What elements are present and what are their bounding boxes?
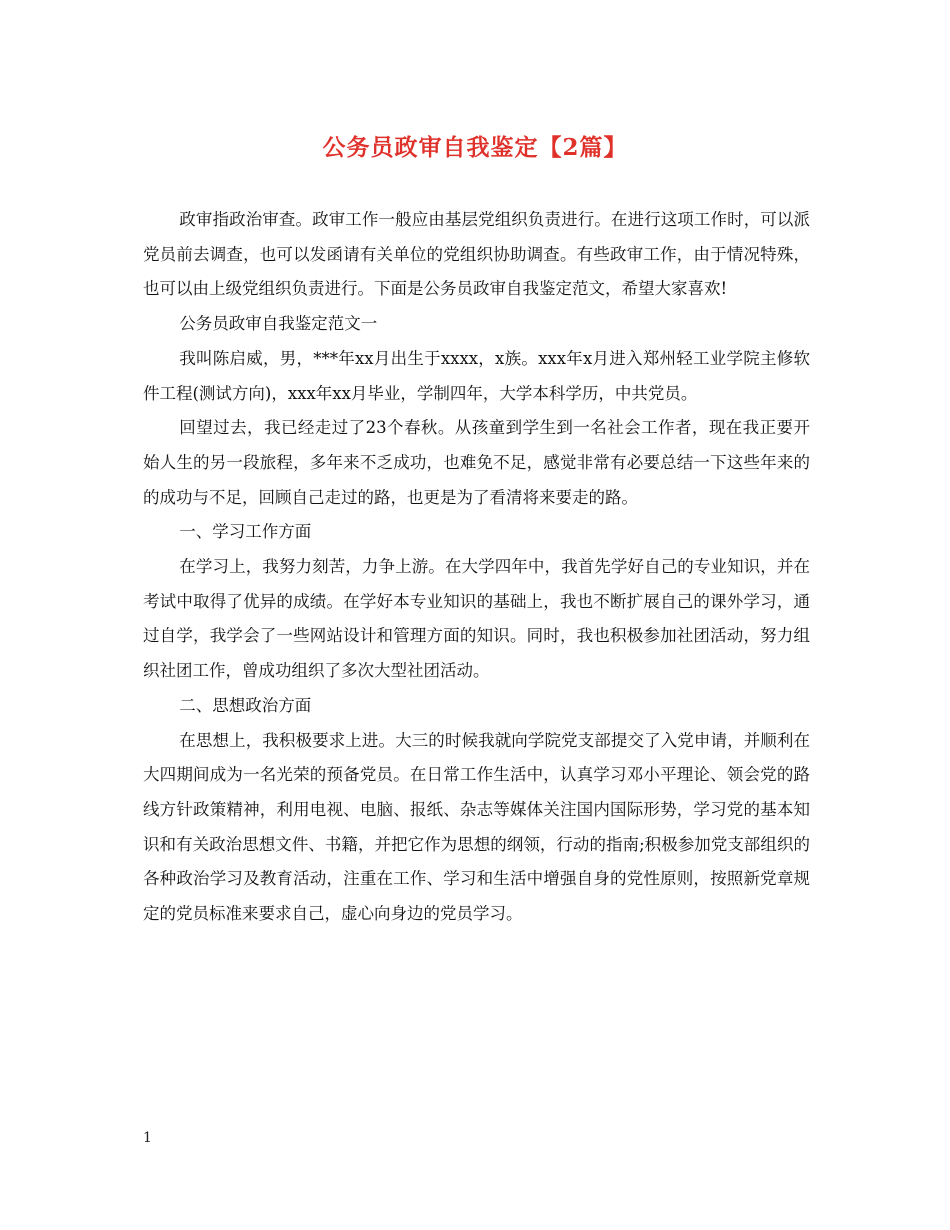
document-body (143, 203, 810, 932)
political-paragraph: 在思想上，我积极要求上进。大三的时候我就向学院党支部提交了入党申请，并顺利在大四期间成为一名光荣的预备党员。在日常工作生活中，认真学习邓小平理论、领会党的路线方针政策精神，利用电视、电脑、报纸、杂志等媒体关注国内国际形势，学习党的基本知识和有关政治思想文件、书籍，并把它作为思想的纲领，行动的指南;积极参加党支部组织的各种政治学习及教育活动，注重在工作、学习和生活中增强自身的党性原则，按照新党章规定的党员标准来要求自己，虚心向身边的党员学习。 (143, 730, 810, 924)
section-heading-political: 二、思想政治方面 (179, 695, 312, 715)
section-heading-study-work: 一、学习工作方面 (179, 522, 312, 542)
intro-paragraph: 政审指政治审查。政审工作一般应由基层党组织负责进行。在进行这项工作时，可以派党员前去调查，也可以发函请有关单位的党组织协助调查。有些政审工作，由于情况特殊，也可以由上级党组织负责进行。下面是公务员政审自我鉴定范文，希望大家喜欢! (143, 210, 810, 299)
review-paragraph: 回望过去，我已经走过了23个春秋。从孩童到学生到一名社会工作者，现在我正要开始人生的另一段旅程，多年来不乏成功，也难免不足，感觉非常有必要总结一下这些年来的的成功与不足，回顾自己走过的路，也更是为了看清将来要走的路。 (143, 418, 810, 507)
section-heading-sample-one: 公务员政审自我鉴定范文一 (179, 314, 378, 334)
study-work-paragraph: 在学习上，我努力刻苦，力争上游。在大学四年中，我首先学好自己的专业知识，并在考试中取得了优异的成绩。在学好本专业知识的基础上，我也不断扩展自己的课外学习，通过自学，我学会了一些网站设计和管理方面的知识。同时，我也积极参加社团活动，努力组织社团工作，曾成功组织了多次大型社团活动。 (143, 557, 810, 681)
page-number: 1 (143, 1130, 152, 1146)
document-title: 公务员政审自我鉴定【2篇】 (322, 134, 628, 161)
personal-info-paragraph: 我叫陈启威，男，***年xx月出生于xxxx，x族。xxx年x月进入郑州轻工业学院主修软件工程(测试方向)，xxx年xx月毕业，学制四年，大学本科学历，中共党员。 (143, 348, 810, 403)
